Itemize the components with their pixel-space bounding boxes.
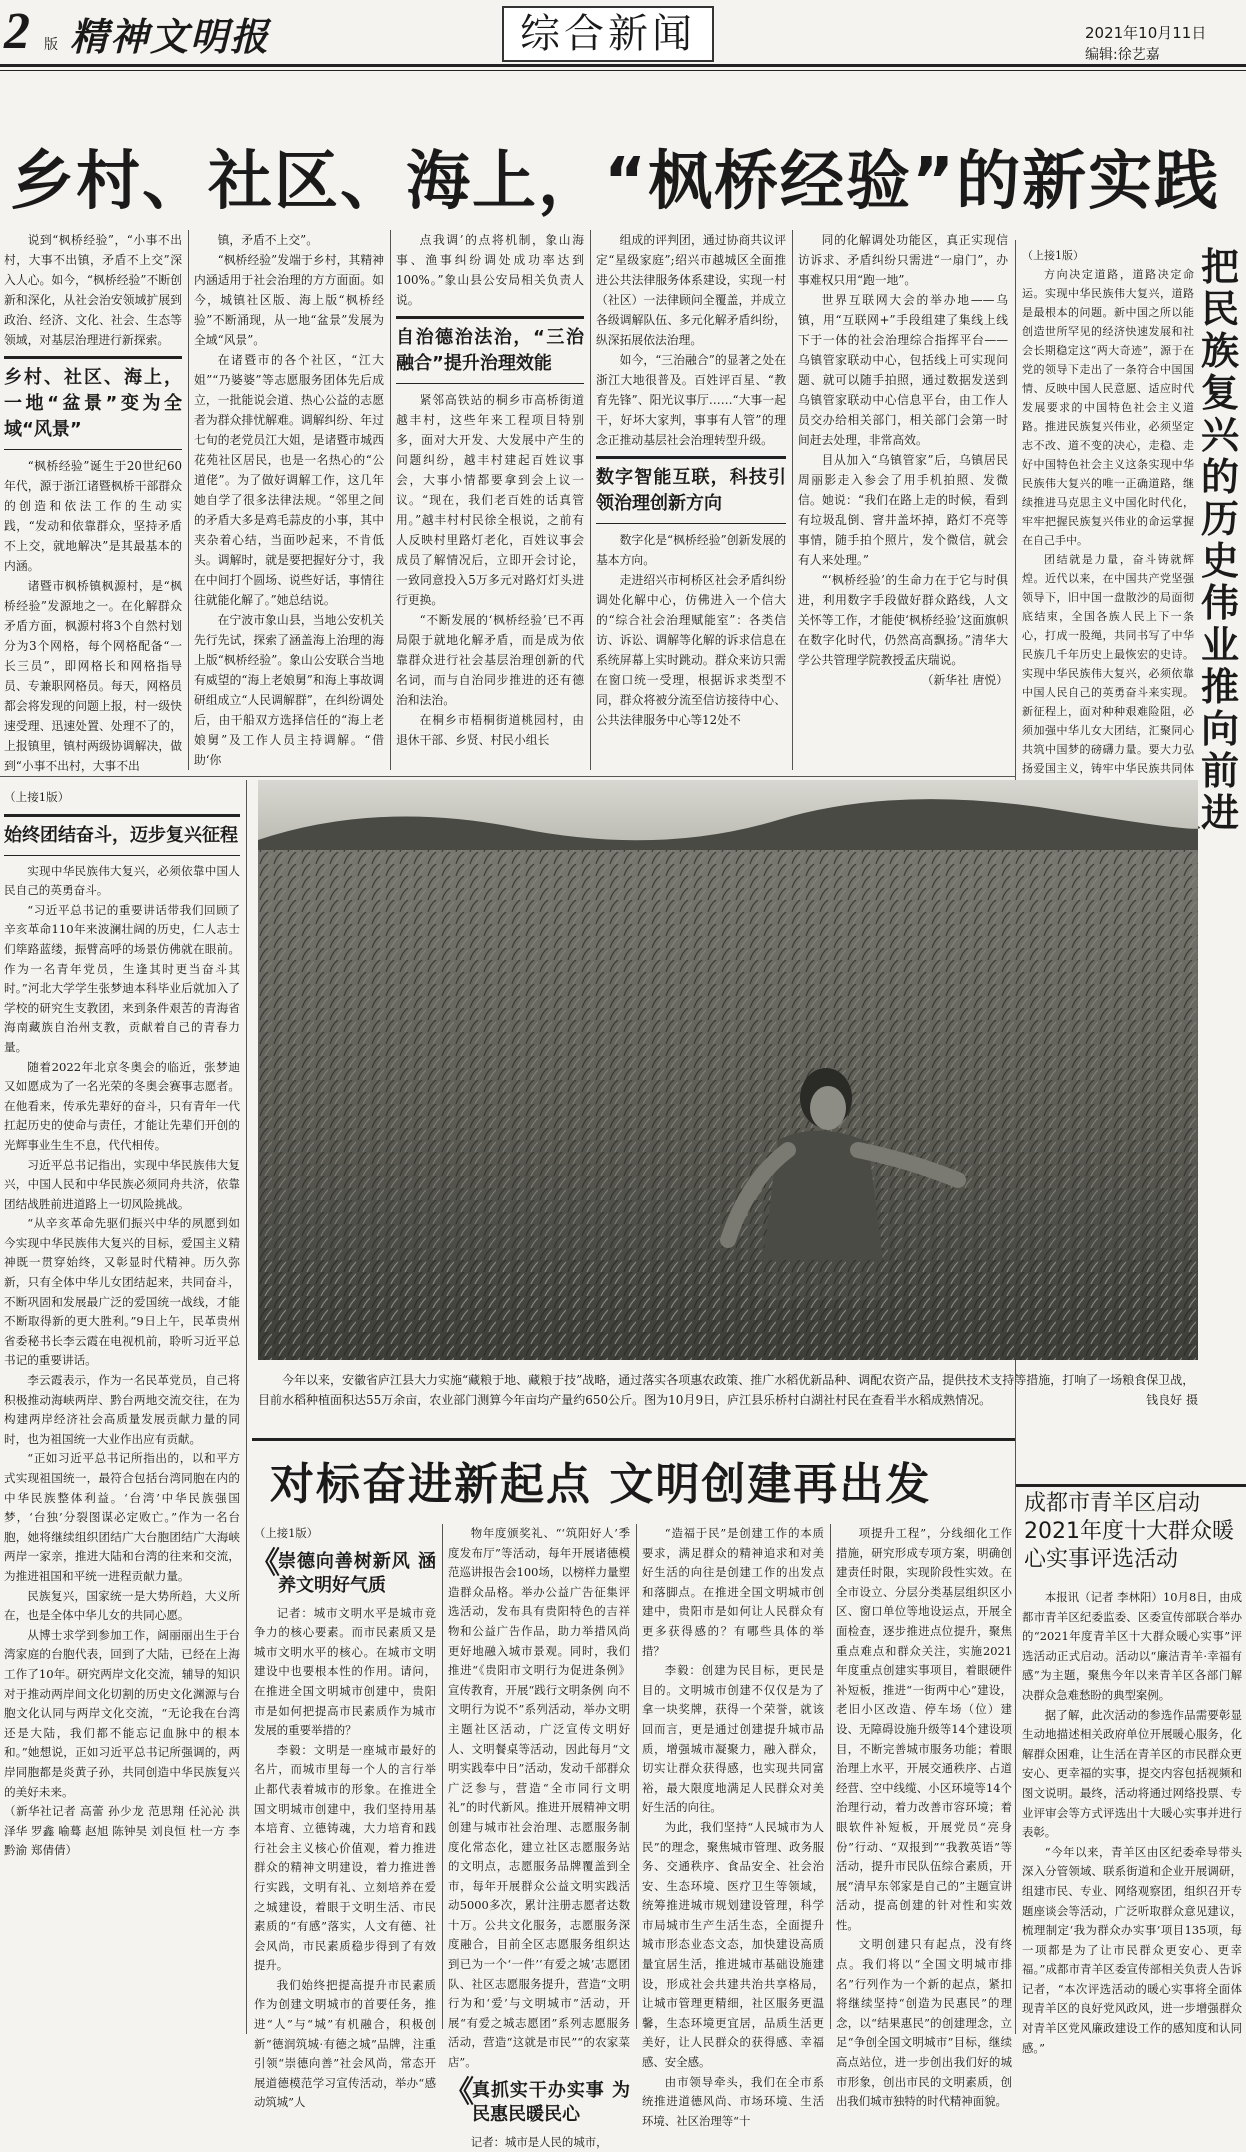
paragraph: 李云霞表示，作为一名民革党员，自己将积极推动海峡两岸、黔台两地交流交往，在为构建两岸经济社会高质量发展贡献力量的同时，也为祖国统一大业作出应有贡献。	[4, 1373, 240, 1446]
photo-image	[258, 780, 1198, 1360]
column-divider	[390, 230, 391, 770]
paragraph: 随着2022年北京冬奥会的临近，张梦迪又如愿成为了一名光荣的冬奥会赛事志愿者。在他看来，传承先辈好的奋斗，只有青年一代扛起历史的使命与责任，才能让先辈们开创的光辉事业生生不息，代代相传。	[4, 1059, 240, 1152]
paragraph: 团结就是力量，奋斗铸就辉煌。近代以来，在中国共产党坚强领导下，旧中国一盘散沙的局面彻底结束，全国各族人民上下一条心，打成一股绳，共同书写了中华民族几千年历史上最恢宏的史诗。实现中华民族伟大复兴，必须依靠中国人民自己的英勇奋斗来实现。新征程上，面对种种艰难险阻，必须加强中华儿女大团结，汇聚同心共筑中国梦的磅礴力量。要大力弘扬爱国主义，铸牢中华民族共同体	[1022, 553, 1194, 775]
header-rule-thin	[0, 70, 1246, 71]
paragraph: 习近平总书记指出，实现中华民族伟大复兴，中国人民和中华民族必须同舟共济，依靠团结战胜前进道路上一切风险挑战。	[4, 1157, 240, 1211]
column-divider	[590, 230, 591, 770]
editor-credit: 编辑:徐艺嘉	[1085, 47, 1160, 63]
caption-text: 今年以来，安徽省庐江县大力实施“藏粮于地、藏粮于技”战略，通过落实各项惠农政策、推广水稻优新品种、调配农资产品，提供技术支持等措施，打响了一场粮食保卫战，目前水稻种植面积达55万余亩，农业部门测算今年亩均产量约650公斤。图为10月9日，庐江县乐桥村白湖社村民在查看半水稻成熟情况。	[258, 1373, 1195, 1407]
paragraph: 诸暨市枫桥镇枫源村，是“枫桥经验”发源地之一。在化解群众矛盾方面，枫源村将3个自然村划分为3个网格，每个网格配备“一长三员”，即网格长和网格指导员、专兼职网格员。每天，网格员都会将发现的问题上报，村一级快速受理、迅速处置、处理不了的，上报镇里，镇村两级协调解决，做到“小事不出村，大事不出	[4, 579, 182, 773]
paragraph: 走进绍兴市柯桥区社会矛盾纠纷调处化解中心，仿佛进入一个信大的“综合社会治理赋能室”：各类信访、诉讼、调解等化解的诉求信息在系统屏幕上实时跳动。群众来访只需在窗口统一受理，根据诉求类型不同，群众将被分流至信访接待中心、公共法律服务中心等12处不	[596, 573, 786, 727]
paragraph: 从博士求学到参加工作，阔丽丽出生于台湾家庭的台胞代表，回到了大陆，已经在上海工作了10年。研究两岸文化交流，辅导的知识对于推动两岸间文化切割的历史文化渊源与台胞文化认同与两岸文化交流，“无论我在台湾还是大陆，我们都不能忘记血脉中的根本和。”她想说，正如习近平总书记所强调的，两岸同胞都是炎黄子孙，共同创造中华民族复兴的美好未来。	[4, 1627, 240, 1799]
paragraph: “从辛亥革命先驱们振兴中华的夙愿到如今实现中华民族伟大复兴的目标，爱国主义精神既一贯穿始终，又彰显时代精神。历久弥新，只有全体中华儿女团结起来，共同奋斗，不断巩固和发展最广泛的爱国统一战线，才能不断取得新的更大胜利。”9日上午，民革贵州省委秘书长李云霞在电视机前，聆听习近平总书记的重要讲话。	[4, 1216, 240, 1368]
article1-column-3	[396, 230, 584, 770]
paragraph: “习近平总书记的重要讲话带我们回顾了辛亥革命110年来波澜壮阔的历史，仁人志士们筚路蓝缕，振臂高呼的场景仿佛就在眼前。作为一名青年党员，生逢其时更当奋斗其时。”河北大学学生张梦迪本科毕业后就加入了学校的研究生支教团，来到条件艰苦的青海省海南藏族自治州支教，贡献着自己的青春力量。	[4, 902, 240, 1054]
paragraph: “枫桥经验”诞生于20世纪60年代，源于浙江诸暨枫桥干部群众的创造和依法工作的生动实践，“发动和依靠群众，坚持矛盾不上交，就地解决”是其最基本的内涵。	[4, 459, 182, 573]
issue-date: 2021年10月11日	[1085, 24, 1207, 42]
article1-column-2	[194, 230, 384, 770]
paragraph: 记者：城市是人民的城市，	[470, 2134, 608, 2149]
continued-note: （上接1版）	[4, 790, 70, 804]
paragraph: 在桐乡市梧桐街道桃园村，由退休干部、乡贤、村民小组长	[396, 713, 584, 747]
paragraph: 如今，“三治融合”的显著之处在浙江大地很普及。百姓评百星、“教育先锋”、阳光议事厅……“大事一起干，好坏大家判，事事有人管”的理念正推动基层社会治理转型升级。	[596, 353, 786, 447]
article1-subhead-3: 数字智能互联，科技引领治理创新方向	[596, 456, 786, 524]
sidebar-news-title: 成都市青羊区启动2021年度十大群众暖心实事评选活动	[1024, 1491, 1234, 1572]
left-article	[4, 788, 240, 2028]
article2-column-2	[448, 1524, 630, 2149]
paragraph: 据了解，此次活动的参选作品需要彰显生动地描述相关政府单位开展暖心服务，化解群众困难，让生活在青羊区的市民群众更安心、更幸福的实事，提交内容包括视频和图文说明。最终，活动将通过网络投票、专业评审会等方式评选出十大暖心实事并进行表彰。	[1022, 1707, 1242, 1840]
article2-subhead-1: 《 崇德向善树新风 涵养文明好气质	[254, 1544, 436, 1604]
paragraph: 我们始终把提高提升市民素质作为创建文明城市的首要任务，推进“人”与“城”有机融合，积极创新“德润筑城·有德之城”品牌，注重引领“崇德向善”社会风尚，常态开展道德模范学习宣传活动，举办“感动筑城”人	[254, 1977, 436, 2110]
continued-note: （上接1版）	[254, 1526, 319, 1540]
column-divider	[442, 1524, 443, 2029]
paragraph: 同的化解调处功能区，真正实现信访诉求、矛盾纠纷只需进“一扇门”，办事难权只用“跑一地”。	[798, 233, 1008, 287]
paragraph: 本报讯（记者 李林阳）10月8日，由成都市青羊区纪委监委、区委宣传部联合举办的“2021年度青羊区十大群众暖心实事”评选活动正式启动。活动以“廉洁青羊·幸福有感”为主题，聚焦今年以来青羊区各部门解决群众急难愁盼的典型案例。	[1022, 1590, 1242, 1702]
section-rule	[0, 776, 1015, 777]
article2-headline: 对标奋进新起点 文明创建再出发	[270, 1459, 932, 1510]
section-rule	[1015, 1484, 1246, 1487]
paragraph: 在宁波市象山县，当地公安机关先行先试，探索了涵盖海上治理的海上版“枫桥经验”。象山公安联合当地有威望的“海上老娘舅”和海上事故调研组成立“人民调解群”，在纠纷调处后，由干船双方选择信任的“海上老娘舅”及工作人员主持调解。“借助‘你	[194, 613, 384, 767]
paragraph: 实现中华民族伟大复兴，必须依靠中国人民自己的英勇奋斗。	[4, 863, 240, 898]
paragraph: 李毅：创建为民目标，更民是目的。文明城市创建不仅仅是为了拿一块奖牌，获得一个荣誉，就该回而言，更是通过创建提升城市品质，增强城市凝聚力，融入群众，切实让群众获得感，也实现共同富裕，最大限度地满足人民群众对美好生活的向往。	[642, 1663, 824, 1815]
paragraph: 记者：城市文明水平是城市竞争力的核心要素。而市民素质又是城市文明水平的核心。在城市文明建设中也要根本性的作用。请问，在推进全国文明城市创建中，贵阳市是如何把提高市民素质作为城市发展的重要举措的？	[254, 1605, 436, 1738]
paragraph: “今年以来，青羊区由区纪委牵导带头深入分管领域、联系街道和企业开展调研，组建市民、专业、网络观察团，组织召开专题座谈会等活动，广泛听取群众意见建议，梳理制定‘我为群众办实事’项目135项，每一项都是为了让市民群众更安心、更幸福。”成都市青羊区委宣传部相关负责人告诉记者，“本次评选活动的暖心实事将全面体现青羊区的良好党风政风，进一步增强群众对青羊区党风廉政建设工作的感知度和认同感。”	[1022, 1844, 1242, 2055]
paragraph: 说到“枫桥经验”，“小事不出村，大事不出镇，矛盾不上交”深入人心。如今，“枫桥经验”不断创新和深化，从社会治安领域扩展到政治、经济、文化、社会、生态等领域，对基层治理进行新探索。	[4, 233, 182, 347]
paragraph: 数字化是“枫桥经验”创新发展的基本方向。	[596, 533, 786, 567]
article1-subhead-1: 乡村、社区、海上，一地“盆景”变为全域“风景”	[4, 356, 182, 450]
photo-credit: 钱良好 摄	[1146, 1393, 1198, 1407]
article1-column-4	[596, 230, 786, 770]
rice-field-photo	[258, 780, 1198, 1360]
paragraph: 点我调’的点将机制，象山海事、渔事纠纷调处成功率达到100%。”象山县公安局相关负责人说。	[396, 233, 584, 307]
continued-note: （上接1版）	[1022, 249, 1084, 262]
header-rule	[0, 64, 1246, 67]
article2-column-3	[642, 1524, 824, 2128]
paragraph: “枫桥经验”发端于乡村，其精神内涵适用于社会治理的方方面面。如今，城镇社区版、海上版“枫桥经验”不断涌现，从一地“盆景”发展为全域“风景”。	[194, 253, 384, 347]
left-article-byline: （新华社记者 高蕾 孙少龙 范思翔 任沁沁 洪泽华 罗鑫 喻蓦 赵旭 陈钟昊 刘良恒 杜一方 李黔渝 郑倩倩）	[4, 1804, 240, 1858]
paragraph: 为此，我们坚持“人民城市为人民”的理念，聚焦城市管理、政务服务、交通秩序、食品安全、社会治安、生态环境、医疗卫生等领域，统筹推进城市规划建设管理，科学市局城市生产生活生态，全面提升城市形态业态文态，加快建设高质量宜居生活，推进城市基础设施建设，形成社会共建共治共享格局，让城市管理更精细，社区服务更温馨，生态环境更宜居，品质生活更美好，让人民群众的获得感、幸福感、安全感。	[642, 1819, 824, 2070]
column-divider	[830, 1524, 831, 2029]
paragraph: 项提升工程”，分线细化工作措施，研究形成专项方案，明确创建责任时限，实现阶段性实效。在全市设立、分层分类基层组织区小区、窗口单位等地设运点，开展全面检查，逐步推进点位提升，聚焦重点难点和群众关注，实施2021年度重点创建实事项目，着眼硬件补短板，推进“一街两中心”建设，老旧小区改造、停车场（位）建设、无障碍设施升级等14个建设项目，不断完善城市服务功能；着眼治理上水平，开展交通秩序、占道经营、空中线缆、小区环境等14个治理行动，着力改善市容环境；着眼软件补短板，开展党员“亮身份”行动、“双报到”“我教英语”等活动，提升市民队伍综合素质，开展“清早东邻家是自己的”主题宣讲活动，提高创建的针对性和实效性。	[836, 1526, 1012, 1932]
section-title: 综合新闻	[502, 6, 714, 62]
article1-subhead-2: 自治德治法治，“三治融合”提升治理效能	[396, 316, 584, 384]
paragraph: 世界互联网大会的举办地——乌镇，用“互联网+”手段组建了集线上线下于一体的社会治理综合指挥平台——乌镇管家联动中心，包括线上可实现问题、就可以随手拍照，通过数据发送到乌镇管家联动中心信息平台，由工作人员交办给相关部门，相关部门会第一时间赶去处理，非常高效。	[798, 293, 1008, 447]
column-divider	[246, 780, 247, 2034]
article2-subhead-2: 《 真抓实干办实事 为民惠民暖民心	[448, 2073, 630, 2133]
paragraph: 组成的评判团，通过协商共议评定“星级家庭”;绍兴市越城区全面推进公共法律服务体系建设，实现一村（社区）一法律顾问全覆盖，并成立各级调解队伍、多元化解矛盾纠纷，纵深拓展依法治理。	[596, 233, 786, 347]
newspaper-logo: 精神文明报	[70, 14, 271, 59]
article1-byline: （新华社 唐悦）	[921, 673, 1008, 687]
paragraph: 物年度颁奖礼、“‘筑阳好人’季度发布厅”等活动，每年开展诸德模范巡讲报告会100场，以榜样力量塑造群众品格。举办公益广告征集评选活动，发布具有贵阳特色的吉祥物和公益广告作品，助力举措风尚更好地融入城市景观。同时，我们推进“《贵阳市文明行为促进条例》宣传教育，开展“践行文明条例 向不文明行为说不”系列活动，举办文明主题社区活动，广泛宣传文明好人、文明餐桌等活动，因此每月“文明实践奉中日”活动，发动千部群众广泛参与，营造“全市同行文明礼”的时代新风。推进开展精神文明创建与城市社会治理、志愿服务制度化常态化，建立社区志愿服务站的文明点，志愿服务品牌覆盖到全市，每年开展群众公益文明实践活动5000多次，累计注册志愿者达数十万。公共文化服务，志愿服务深度融合，目前全区志愿服务组织达到已为一个‘一件’‘有爱之城’志愿团队、社区志愿服务提升，营造“文明行为和‘爱’与文明城市”活动，开展“有爱之城志愿团”系列志愿服务活动，营造“这就是市民”“的农家菜店”。	[448, 1526, 630, 2070]
paragraph: “不断发展的‘枫桥经验’已不再局限于就地化解矛盾，而是成为依靠群众进行社会基层治理创新的代名词，而与自治同步推进的还有德治和法治。	[396, 613, 584, 707]
paragraph: “正如习近平总书记所指出的，以和平方式实现祖国统一，最符合包括台湾同胞在内的中华民族整体利益。‘台湾’中华民族强国梦，‘台独’分裂图谋必定败亡。”作为一名台胞，她将继续组织团结广大台胞团结广大海峡两岸一家亲，推进大陆和台湾的往来和交流，为推进祖国和平统一进程贡献力量。	[4, 1451, 240, 1583]
page-number: 2	[4, 3, 30, 60]
photo-caption	[258, 1370, 1198, 1410]
section-rule	[252, 1438, 1015, 1441]
paragraph: 目从加入“乌镇管家”后，乌镇居民周丽影走入参会了用手机拍照、发微信。她说：“我们在路上走的时候，看到有垃圾乱倒、窨井盖坏掉，路灯不亮等事情，随手拍个照片，发个微信，就会有人来处理。”	[798, 453, 1008, 567]
page-label: 版	[44, 37, 58, 53]
paragraph: “造福于民”是创建工作的本质要求，满足群众的精神追求和对美好生活的向往是创建工作的出发点和落脚点。在推进全国文明城市创建中，贵阳市是如何让人民群众有更多获得感的？有哪些具体的举措？	[642, 1526, 824, 1658]
article2-column-4	[836, 1524, 1012, 2109]
right-article-vertical-title: 把民族复兴的历史伟业推向前进	[1200, 244, 1239, 835]
paragraph: 镇，矛盾不上交”。	[217, 233, 319, 247]
paragraph: 文明创建只有起点，没有终点。我们将以“全国文明城市排名”行列作为一个新的起点，紧扣将继续坚持“创造为民惠民”的理念，以“结果惠民”的创建理念，立足“争创全国文明城市”目标，继续高点站位，进一步创出我们好的城市形象，创出市民的文明素质，创出我们城市独特的时代精神面貌。	[836, 1937, 1012, 2109]
column-divider	[792, 230, 793, 770]
column-divider	[636, 1524, 637, 2029]
article2-column-1	[254, 1524, 436, 2110]
column-divider	[188, 230, 189, 770]
paragraph: 紧邻高铁站的桐乡市高桥街道越丰村，这些年来工程项目特别多，面对大开发、大发展中产生的问题纠纷，越丰村建起百姓议事会，大事小情都要拿到会上议一议。“现在，我们老百姓的话真管用。”越丰村村民徐全根说，之前有人反映村里路灯老化，百姓议事会成员了解情况后，立即开会讨论，一致同意投入5万多元对路灯灯头进行更换。	[396, 393, 584, 607]
paragraph: 李毅：文明是一座城市最好的名片，而城市里每一个人的言行举止都代表着城市的形象。在推进全国文明城市创建中，我们坚持用基本培育、立德铸魂，大力培育和践行社会主义核心价值观，着力推进群众的精神文明建设，着力推进善行实践，文明有礼、立刻培养在爱之城建设，着眼于文明生活、市民素质的“有感”落实，人文有德、社会风尚，市民素质稳步得到了有效提升。	[254, 1742, 436, 1973]
paragraph: 民族复兴，国家统一是大势所趋，大义所在，也是全体中华儿女的共同心愿。	[4, 1588, 240, 1623]
paragraph: 方向决定道路，道路决定命运。实现中华民族伟大复兴，道路是最根本的问题。新中国之所以能创造世所罕见的经济快速发展和社会长期稳定这“两大奇迹”，源于在党的领导下走出了一条符合中国国情、反映中国人民意愿、适应时代发展要求的中国特色社会主义道路。推进民族复兴伟业，必须坚定志不改、道不变的决心，走稳、走好中国特色社会主义这条实现中华民族伟大复兴的唯一正确道路，继续推进马克思主义中国化时代化，牢牢把握民族复兴伟业的命运掌握在自己手中。	[1022, 268, 1194, 547]
paragraph: 由市领导牵头，我们在全市系统推进道德风尚、市场环境、生活环境、社区治理等“十	[642, 2074, 824, 2128]
article1-column-1	[4, 230, 182, 773]
paragraph: 在诸暨市的各个社区，“江大姐”“乃婆婆”等志愿服务团体先后成立，一批能说会道、热心公益的志愿者为群众排忧解难。调解纠纷、年过七旬的老党员江大姐，是诸暨市城西花苑社区居民，也是一名热心的“公道佬”。为了做好调解工作，这几年她自学了很多法律法规。“邻里之间的矛盾大多是鸡毛蒜皮的小事，其中夹杂着心结，当面吵起来，不肯低头。调解时，就是要把握好分寸，我在中间打个圆场、说些好话，事情往往就能化解了。”她总结说。	[194, 353, 384, 607]
main-headline: 乡村、社区、海上，“枫桥经验”的新实践	[10, 145, 1221, 219]
sidebar-news-body	[1022, 1588, 1242, 2055]
paragraph: “‘枫桥经验’的生命力在于它与时俱进，利用数字手段做好群众路线，人文关怀等工作，才能使‘枫桥经验’这面旗帜在数字化时代，仍然高高飘扬。”清华大学公共管理学院教授孟庆瑞说。	[798, 573, 1008, 667]
left-article-subhead: 始终团结奋斗，迈步复兴征程	[4, 814, 240, 856]
article1-column-5	[798, 230, 1008, 770]
column-divider	[1015, 1484, 1016, 2034]
